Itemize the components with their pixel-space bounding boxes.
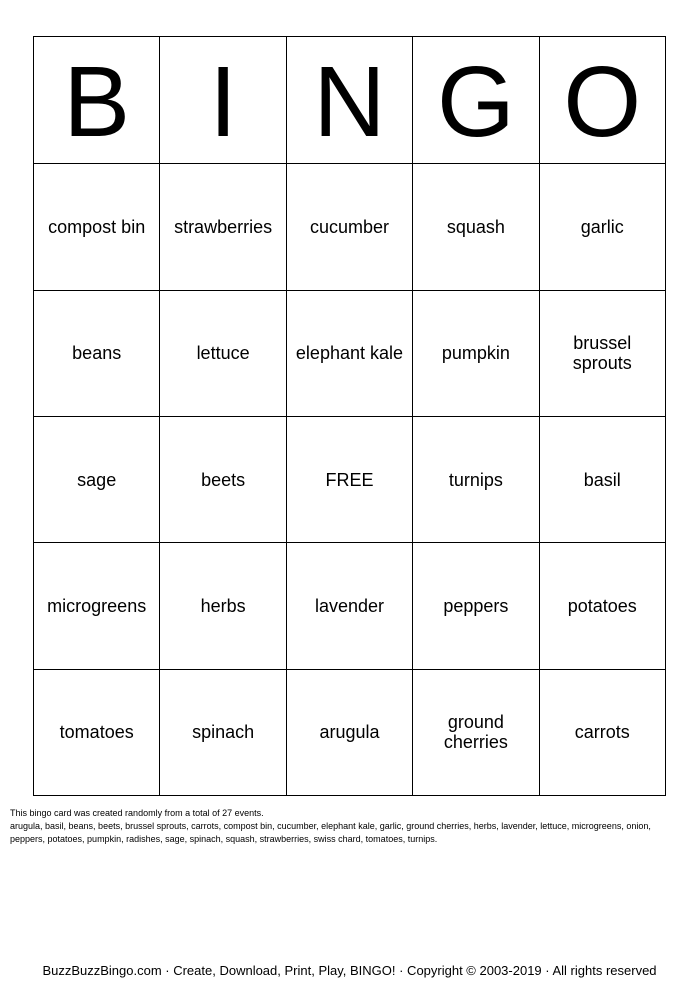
cell-text: basil bbox=[583, 469, 621, 490]
bingo-cell bbox=[34, 290, 160, 416]
bingo-cell bbox=[34, 164, 160, 290]
bingo-cell bbox=[160, 543, 286, 669]
cell-text: microgreens bbox=[47, 595, 147, 616]
cell-text: herbs bbox=[200, 595, 246, 616]
bingo-cell bbox=[539, 543, 665, 669]
bingo-row-2 bbox=[34, 290, 666, 416]
header-letter-b: B bbox=[34, 37, 160, 164]
cell-text: lettuce bbox=[196, 343, 250, 364]
cell-text: potatoes bbox=[567, 595, 637, 616]
bingo-row-1 bbox=[34, 164, 666, 290]
note-intro: This bingo card was created randomly from a total of 27 events. bbox=[10, 808, 264, 818]
header-letter-n: N bbox=[286, 37, 412, 164]
cell-text: peppers bbox=[443, 595, 509, 616]
bingo-cell bbox=[286, 290, 412, 416]
cell-text: tomatoes bbox=[59, 722, 134, 743]
bingo-cell bbox=[413, 290, 539, 416]
bingo-cell bbox=[34, 543, 160, 669]
bingo-cell bbox=[160, 416, 286, 542]
card-info-note bbox=[10, 807, 685, 846]
cell-text: lavender bbox=[314, 595, 384, 616]
bingo-cell bbox=[160, 164, 286, 290]
bingo-header-row bbox=[34, 37, 666, 164]
bingo-cell bbox=[539, 416, 665, 542]
header-letter-i: I bbox=[160, 37, 286, 164]
cell-text: pumpkin bbox=[441, 343, 510, 364]
bingo-row-4 bbox=[34, 543, 666, 669]
bingo-cell bbox=[34, 669, 160, 795]
cell-text: beans bbox=[72, 343, 122, 364]
cell-text: beets bbox=[201, 469, 246, 490]
bingo-cell bbox=[539, 164, 665, 290]
cell-text: compost bin bbox=[48, 216, 146, 237]
bingo-cell bbox=[286, 164, 412, 290]
cell-text: ground cherries bbox=[443, 712, 508, 753]
bingo-row-5 bbox=[34, 669, 666, 795]
bingo-cell bbox=[286, 669, 412, 795]
bingo-cell bbox=[286, 543, 412, 669]
bingo-cell bbox=[413, 416, 539, 542]
bingo-card bbox=[33, 36, 666, 796]
cell-text: brussel sprouts bbox=[572, 333, 632, 374]
cell-text: sage bbox=[77, 469, 117, 490]
cell-text: turnips bbox=[448, 469, 503, 490]
cell-text: strawberries bbox=[174, 216, 273, 237]
note-event-list: arugula, basil, beans, beets, brussel sprouts, carrots, compost bin, cucumber, elephant kale, garlic, ground cherries, herbs, lavender, lettuce, microgreens, onion, peppers, potatoes, pumpkin, radishes, sage, spinach, squash, strawberries, swiss chard, tomatoes, turnips. bbox=[10, 821, 651, 844]
free-space-cell bbox=[286, 416, 412, 542]
site-footer: BuzzBuzzBingo.com · Create, Download, Print, Play, BINGO! · Copyright © 2003-2019 · All rights reserved bbox=[42, 963, 657, 978]
cell-text: arugula bbox=[319, 722, 380, 743]
bingo-cell bbox=[160, 669, 286, 795]
cell-text: elephant kale bbox=[295, 343, 404, 364]
bingo-cell bbox=[413, 164, 539, 290]
bingo-cell bbox=[413, 543, 539, 669]
header-letter-g: G bbox=[413, 37, 539, 164]
cell-text: garlic bbox=[580, 216, 624, 237]
bingo-cell bbox=[539, 669, 665, 795]
bingo-cell bbox=[539, 290, 665, 416]
cell-text: squash bbox=[446, 216, 505, 237]
bingo-cell bbox=[160, 290, 286, 416]
free-space-text: FREE bbox=[325, 469, 374, 490]
bingo-row-3 bbox=[34, 416, 666, 542]
header-letter-o: O bbox=[539, 37, 665, 164]
cell-text: carrots bbox=[574, 722, 630, 743]
bingo-cell bbox=[413, 669, 539, 795]
cell-text: cucumber bbox=[309, 216, 389, 237]
cell-text: spinach bbox=[192, 722, 255, 743]
bingo-cell bbox=[34, 416, 160, 542]
